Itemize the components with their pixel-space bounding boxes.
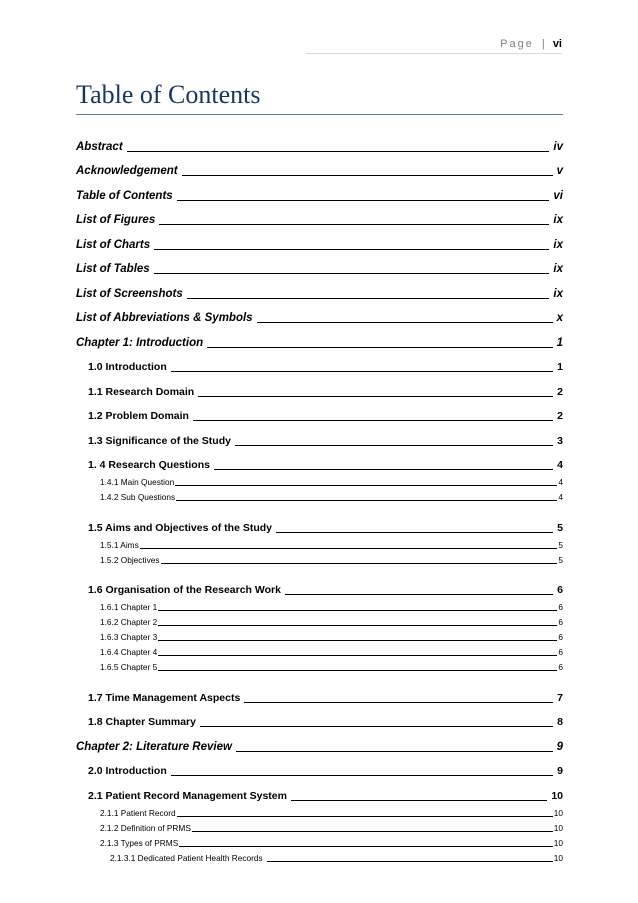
page-title: Table of Contents (76, 80, 261, 109)
toc-leader-line (175, 485, 557, 486)
toc-leader-line (214, 469, 553, 470)
toc-entry-page: 8 (557, 716, 563, 728)
toc-entry-label: 1.0 Introduction (88, 361, 167, 373)
toc-entry-label: 1.4.1 Main Question (100, 477, 175, 487)
toc-entry-label: 2.1.2 Definition of PRMS (100, 822, 191, 833)
header-separator: | (541, 38, 545, 50)
toc-entry-page: 10 (553, 852, 563, 863)
toc-entry-page: 2 (557, 410, 563, 422)
toc-leader-line (176, 500, 557, 501)
toc-entry-page: 6 (557, 584, 563, 596)
toc-entry-label: List of Charts (76, 238, 151, 251)
toc-entry-label: 1.2 Problem Domain (88, 410, 189, 422)
toc-leader-line (179, 846, 553, 847)
toc-entry-label: 1.5.2 Objectives (100, 554, 160, 565)
toc-entry-page: 6 (558, 602, 563, 612)
page-header (500, 38, 562, 50)
toc-entry-page: iv (553, 140, 563, 153)
toc-entry[interactable] (76, 643, 563, 658)
toc-entry-page: 10 (553, 822, 563, 833)
toc-entry-page: 6 (558, 647, 563, 657)
toc-leader-line (200, 726, 553, 727)
toc-entry-label: 1.7 Time Management Aspects (88, 691, 241, 704)
toc-entry-label: 1.4.2 Sub Questions (100, 492, 176, 502)
toc-leader-line (198, 396, 553, 397)
toc-entry[interactable] (76, 179, 563, 204)
toc-entry-label: 2.1.3.1 Dedicated Patient Health Records (110, 852, 263, 863)
toc-entry-label: Table of Contents (76, 189, 173, 202)
toc-entry[interactable] (76, 449, 563, 474)
toc-leader-line (291, 800, 547, 801)
toc-entry-label: 2.1 Patient Record Management System (88, 789, 287, 802)
title-divider (76, 114, 563, 115)
toc-entry-page: 4 (557, 459, 563, 471)
toc-entry-page: 1 (557, 361, 563, 373)
toc-leader-line (171, 775, 553, 776)
toc-entry-page: 2 (557, 385, 563, 398)
toc-entry-page: 3 (557, 434, 563, 447)
toc-entry[interactable] (76, 488, 563, 503)
toc-entry-page: 9 (557, 765, 563, 777)
toc-entry-label: 1.5.1 Aims (100, 539, 139, 550)
toc-entry[interactable] (76, 375, 563, 400)
toc-entry-label: Acknowledgement (76, 165, 178, 177)
toc-entry-page: 9 (556, 740, 563, 753)
toc-entry-label: 1.5 Aims and Objectives of the Study (88, 521, 272, 534)
toc-entry[interactable] (76, 511, 563, 536)
toc-leader-line (192, 831, 553, 832)
toc-leader-line (267, 861, 553, 862)
toc-entry-label: 2.0 Introduction (88, 765, 167, 777)
toc-entry-label: 1.6 Organisation of the Research Work (88, 584, 281, 596)
toc-entry-page: ix (553, 238, 563, 251)
toc-entry-label: 2.1.3 Types of PRMS (100, 837, 179, 848)
toc-entry-label: 1.6.2 Chapter 2 (100, 617, 158, 627)
toc-entry[interactable] (76, 628, 563, 643)
toc-entry-page: 5 (558, 554, 563, 565)
toc-entry[interactable] (76, 130, 563, 155)
toc-entry-page: x (556, 312, 563, 324)
toc-entry[interactable] (76, 706, 563, 731)
toc-entry[interactable] (76, 228, 563, 253)
toc-entry-page: 5 (557, 521, 563, 534)
toc-entry-label: 1.6.5 Chapter 5 (100, 662, 158, 672)
toc-entry[interactable] (76, 598, 563, 613)
toc-entry-label: 1.3 Significance of the Study (88, 434, 231, 447)
toc-entry-label: Chapter 1: Introduction (76, 336, 204, 349)
toc-leader-line (207, 347, 552, 348)
toc-entry-page: 6 (558, 617, 563, 627)
toc-entry-page: 10 (551, 789, 563, 802)
toc-entry-label: 1.6.4 Chapter 4 (100, 647, 158, 657)
toc-entry[interactable] (76, 551, 563, 566)
toc-leader-line (127, 151, 550, 152)
toc-entry[interactable] (76, 658, 563, 673)
toc-leader-line (285, 594, 553, 595)
toc-entry[interactable] (76, 681, 563, 706)
toc-entry-page: v (556, 165, 563, 177)
toc-entry[interactable] (76, 755, 563, 780)
toc-leader-line (171, 371, 553, 372)
page-word: Page (500, 38, 534, 50)
toc-leader-line (158, 655, 557, 656)
toc-entry-label: List of Abbreviations & Symbols (76, 312, 253, 324)
toc-entry[interactable] (76, 424, 563, 449)
toc-leader-line (154, 273, 550, 274)
toc-leader-line (187, 298, 550, 299)
toc-leader-line (236, 751, 553, 752)
toc-entry-label: List of Screenshots (76, 287, 183, 300)
toc-entry-page: vi (553, 189, 563, 202)
toc-entry-label: 1.6.1 Chapter 1 (100, 602, 158, 612)
toc-entry-page: ix (553, 214, 563, 226)
toc-entry[interactable] (76, 351, 563, 376)
toc-entry-page: ix (553, 287, 563, 300)
toc-entry-page: 4 (558, 477, 563, 487)
toc-entry[interactable] (76, 819, 563, 834)
toc-entry-page: 7 (557, 691, 563, 704)
toc-entry[interactable] (76, 302, 563, 327)
toc-entry-label: List of Figures (76, 214, 156, 226)
toc-entry[interactable] (76, 574, 563, 599)
toc-leader-line (158, 640, 557, 641)
toc-entry[interactable] (76, 613, 563, 628)
toc-leader-line (158, 625, 557, 626)
toc-entry-page: 10 (553, 807, 563, 818)
toc-leader-line (244, 702, 553, 703)
toc-leader-line (161, 563, 558, 564)
toc-entry[interactable] (76, 834, 563, 849)
toc-entry-label: Chapter 2: Literature Review (76, 740, 232, 753)
toc-leader-line (257, 322, 553, 323)
toc-entry-label: Abstract (76, 140, 123, 153)
toc-entry[interactable] (76, 804, 563, 819)
toc-entry-label: 2.1.1 Patient Record (100, 807, 176, 818)
toc-entry[interactable] (76, 204, 563, 229)
toc-entry-page: 4 (558, 492, 563, 502)
toc-leader-line (158, 670, 557, 671)
toc-leader-line (158, 610, 557, 611)
toc-entry-label: 1.8 Chapter Summary (88, 716, 196, 728)
toc-entry-page: ix (553, 263, 563, 275)
toc-entry[interactable] (76, 326, 563, 351)
toc-entry[interactable] (76, 779, 563, 804)
toc-entry-page: 6 (558, 632, 563, 642)
page-number: vi (552, 38, 562, 50)
toc-entry-label: List of Tables (76, 263, 150, 275)
toc-entry-page: 6 (558, 662, 563, 672)
toc-leader-line (182, 175, 553, 176)
toc-entry-page: 1 (556, 336, 563, 349)
toc-entry-page: 5 (558, 539, 563, 550)
table-of-contents (76, 130, 563, 864)
toc-leader-line (159, 224, 549, 225)
toc-entry[interactable] (76, 277, 563, 302)
toc-entry-label: 1. 4 Research Questions (88, 459, 210, 471)
toc-entry[interactable] (76, 400, 563, 425)
toc-leader-line (154, 249, 549, 250)
toc-entry[interactable] (76, 473, 563, 488)
header-divider (306, 53, 562, 54)
toc-entry[interactable] (76, 730, 563, 755)
toc-leader-line (235, 445, 553, 446)
toc-entry-label: 1.1 Research Domain (88, 385, 195, 398)
toc-leader-line (193, 420, 553, 421)
toc-leader-line (276, 532, 553, 533)
toc-entry-label: 1.6.3 Chapter 3 (100, 632, 158, 642)
toc-leader-line (177, 200, 550, 201)
toc-entry[interactable] (76, 536, 563, 551)
toc-entry[interactable] (76, 253, 563, 278)
toc-leader-line (140, 548, 558, 549)
toc-leader-line (177, 816, 553, 817)
toc-entry[interactable] (76, 155, 563, 180)
toc-entry-page: 10 (553, 837, 563, 848)
toc-entry[interactable] (76, 849, 563, 864)
